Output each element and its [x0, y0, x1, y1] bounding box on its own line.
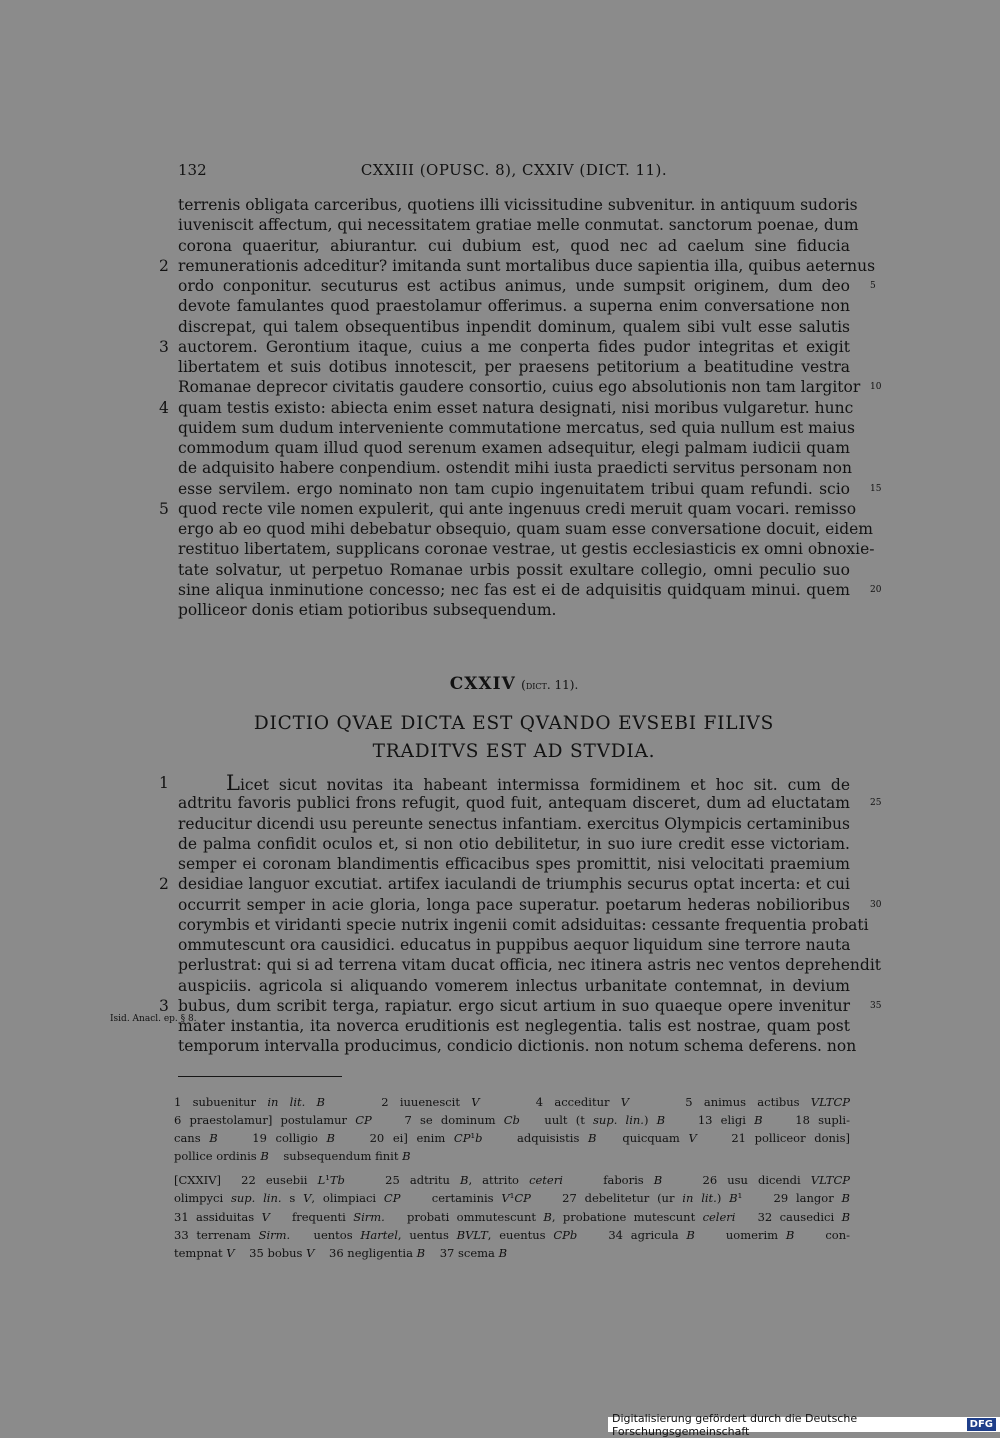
- text-line-content: ordo conponitur. secuturus est actibus animus, unde sumpsit originem, dum deo: [178, 277, 850, 295]
- footnote-line: 6 praestolamur] postulamur CP 7 se dominum Cb uult (t sup. lin.) B 13 eligi B 18 supli-: [174, 1113, 850, 1128]
- text-line-content: esse servilem. ergo nominato non tam cupio ingenuitatem tribui quam refundi. scio: [178, 479, 850, 498]
- section-cxxiv-text: [110, 771, 882, 1057]
- footnote-rule: [178, 1076, 342, 1077]
- section-subtitle: (dict. 11).: [521, 678, 579, 692]
- line-number: 15: [870, 483, 882, 494]
- text-line-content: temporum intervalla producimus, condicio dictionis. non notum schema deferens. non: [178, 1037, 857, 1056]
- text-line-first: [159, 771, 850, 795]
- running-title: CXXIII (OPUSC. 8), CXXIV (DICT. 11).: [360, 161, 668, 179]
- text-line: [178, 296, 850, 316]
- text-line-content: ergo ab eo quod mihi debebatur obsequio, quam suam esse conversatione docuit, eidem: [178, 520, 873, 538]
- text-line-content: semper ei coronam blandimentis efficacibus spes promittit, nisi velocitati praemium: [178, 855, 850, 873]
- text-line: [178, 276, 876, 296]
- apparatus-criticus: [174, 1093, 850, 1262]
- text-line-content: mater instantia, ita noverca eruditionis est neglegentia. talis est nostrae, quam post: [178, 1017, 850, 1035]
- paragraph-number: 4: [159, 398, 169, 417]
- text-line-content: ommutescunt ora causidici. educatus in puppibus aequor liquidum sine terrore nauta: [178, 936, 851, 954]
- text-line-content: polliceor donis etiam potioribus subsequendum.: [178, 601, 557, 619]
- text-line-content: corona quaeritur, abiurantur. cui dubium est, quod nec ad caelum sine fiducia: [178, 236, 850, 255]
- line-number: 25: [870, 798, 882, 809]
- funding-text: Digitalisierung gefördert durch die Deutsche Forschungsgemeinschaft: [612, 1411, 858, 1438]
- text-line-content: corymbis et viridanti specie nutrix ingenii comit adsiduitas: cessante frequentia probati: [178, 915, 869, 934]
- text-line: [178, 377, 882, 397]
- text-line: [178, 539, 875, 559]
- text-line-content: adtritu favoris publici frons refugit, quod fuit, antequam disceret, dum ad eluctatam: [178, 794, 850, 813]
- text-line-content: de palma confidit oculos et, si non otio debilitetur, in suo iure credit esse victoriam.: [178, 834, 850, 853]
- text-line-content: discrepat, qui talem obsequentibus inpendit dominum, qualem sibi vult esse salutis: [178, 317, 850, 336]
- text-line-content: tate solvatur, ut perpetuo Romanae urbis possit exultare collegio, omni peculio suo: [178, 560, 850, 579]
- line-number: 20: [870, 584, 882, 595]
- text-line-content: occurrit semper in acie gloria, longa pace superatur. poetarum hederas nobilioribus: [178, 895, 850, 914]
- footnote-line: 31 assiduitas V frequenti Sirm. probati ommutescunt B, probatione mutescunt celeri 32 causedici B: [174, 1209, 851, 1224]
- text-line-content: commodum quam illud quod serenum examen adsequitur, elegi palmam iudicii quam: [178, 439, 850, 457]
- line-number: 30: [870, 899, 882, 910]
- text-line-content: reducitur dicendi usu pereunte senectus infantiam. exercitus Olympicis certaminibus: [178, 814, 850, 833]
- line-number: 10: [870, 382, 882, 393]
- footnote-line: [CXXIV] 22 eusebii L¹Tb 25 adtritu B, attrito ceteri faboris B 26 usu dicendi VLTCP: [174, 1173, 851, 1188]
- text-line-content: quod recte vile nomen expulerit, qui ante ingenuus credi meruit quam vocari. remisso: [178, 499, 857, 518]
- footnote-line: pollice ordinis B subsequendum finit B: [174, 1149, 411, 1164]
- text-line: [178, 438, 850, 458]
- text-line-content: perlustrat: qui si ad terrena vitam ducat officia, nec itinera astris nec ventos deprehendit: [178, 956, 882, 975]
- footnote-line: cans B 19 colligio B 20 ei] enim CP¹b adquisistis B quicquam V 21 polliceor donis]: [174, 1131, 850, 1146]
- text-line: [178, 418, 855, 438]
- title-line-2: TRADITVS EST AD STVDIA.: [372, 741, 656, 762]
- text-line: [178, 479, 882, 499]
- text-line: [178, 215, 859, 235]
- text-line-content: sine aliqua inminutione concesso; nec fas est ei de adquisitis quidquam minui. quem: [178, 580, 850, 599]
- text-line: [178, 814, 850, 834]
- text-line: [178, 834, 850, 854]
- paragraph-number: 3: [159, 996, 169, 1015]
- footnote-line: 33 terrenam Sirm. uentos Hartel, uentus BVLT, euentus CPb 34 agricula B uomerim B con-: [174, 1227, 851, 1242]
- text-line: [178, 195, 858, 215]
- title-line-1: DICTIO QVAE DICTA EST QVANDO EVSEBI FILIVS: [253, 713, 775, 734]
- text-line: [159, 874, 850, 894]
- text-line-content: remunerationis adceditur? imitanda sunt mortalibus duce sapientia illa, quibus aeternus: [178, 256, 876, 275]
- section-cxxiv-heading: [178, 674, 850, 694]
- dfg-logo: DFG: [967, 1418, 996, 1431]
- text-line: [178, 560, 850, 580]
- text-line-content: desidiae languor excutiat. artifex iaculandi de triumphis securus optat incerta: et cui: [178, 875, 850, 894]
- text-line: [178, 317, 850, 337]
- text-line-content: icet sicut novitas ita habeant intermissa formidinem et hoc sit. cum de: [239, 776, 850, 794]
- text-line-content: restituo libertatem, supplicans coronae vestrae, ut gestis ecclesiasticis ex omni obnoxie-: [178, 540, 875, 559]
- text-line: [178, 935, 850, 955]
- paragraph-number: 2: [159, 875, 169, 894]
- text-line-content: devote famulantes quod praestolamur offerimus. a superna enim conversatione non: [178, 297, 850, 316]
- paragraph-number: 2: [159, 256, 169, 275]
- text-line: [178, 976, 850, 996]
- text-line: [178, 793, 882, 813]
- text-line: [110, 1014, 850, 1036]
- text-line: [178, 955, 882, 975]
- footnote-line: olimpyci sup. lin. s V, olimpiaci CP certaminis V¹CP 27 debelitetur (ur in lit.) B¹ 29 langor B: [174, 1191, 850, 1206]
- text-line-content: de adquisito habere conpendium. ostendit mihi iusta praedicti servitus personam non: [178, 459, 852, 478]
- section-cxxiii-text: [159, 195, 882, 620]
- text-line: [178, 458, 850, 478]
- line-number: 5: [870, 281, 876, 291]
- marginal-reference: Isid. Anacl. ep. § 8.: [110, 1014, 197, 1024]
- text-line: [159, 256, 876, 276]
- footnote-line: tempnat V 35 bobus V 36 negligentia B 37 scema B: [174, 1245, 508, 1260]
- text-line-content: auctorem. Gerontium itaque, cuius a me conperta fides pudor integritas et exigit: [178, 337, 850, 356]
- text-line-content: quidem sum dudum interveniente commutatione mercatus, sed quia nullum est maius: [178, 418, 855, 437]
- text-line: [159, 499, 857, 519]
- text-line-content: terrenis obligata carceribus, quotiens illi vicissitudine subvenitur. in antiquum sudoris: [178, 196, 858, 214]
- text-line: [178, 854, 850, 874]
- section-number: CXXIV: [449, 674, 516, 694]
- text-line-content: iuveniscit affectum, qui necessitatem gratiae melle conmutat. sanctorum poenae, dum: [178, 216, 859, 235]
- text-line: [178, 236, 850, 256]
- paragraph-number: 3: [159, 337, 169, 356]
- text-line-content: Romanae deprecor civitatis gaudere consortio, cuius ego absolutionis non tam largitor: [178, 378, 861, 397]
- paragraph-number: 1: [159, 774, 169, 792]
- paragraph-number: 5: [159, 499, 169, 518]
- text-line-content: quam testis existo: abiecta enim esset natura designati, nisi moribus vulgaretur. hunc: [178, 398, 854, 417]
- text-line: [159, 337, 850, 357]
- text-line: [178, 600, 850, 620]
- page-number: 132: [178, 161, 207, 179]
- line-number: 35: [870, 1000, 882, 1011]
- text-line: [178, 895, 882, 915]
- text-line: [178, 580, 882, 600]
- text-line-content: bubus, dum scribit terga, rapiatur. ergo sicut artium in suo quaeque opere invenitur: [178, 996, 850, 1015]
- section-cxxiv-title: [178, 710, 850, 766]
- text-line: [159, 996, 882, 1016]
- funding-banner: [608, 1411, 1000, 1438]
- text-line: [159, 398, 854, 418]
- text-line: [178, 357, 850, 377]
- text-line-content: libertatem et suis dotibus innotescit, per praesens petitorium a beatitudine vestra: [178, 358, 850, 376]
- initial-letter: L: [226, 771, 240, 795]
- text-line: [178, 1036, 857, 1056]
- footnote-line: 1 subuenitur in lit. B 2 iuuenescit V 4 acceditur V 5 animus actibus VLTCP: [174, 1095, 851, 1109]
- text-line: [178, 519, 873, 539]
- text-line-content: auspiciis. agricola si aliquando vomerem inlectus urbanitate contemnat, in devium: [178, 976, 850, 995]
- running-head: [178, 161, 850, 183]
- text-line: [178, 915, 869, 935]
